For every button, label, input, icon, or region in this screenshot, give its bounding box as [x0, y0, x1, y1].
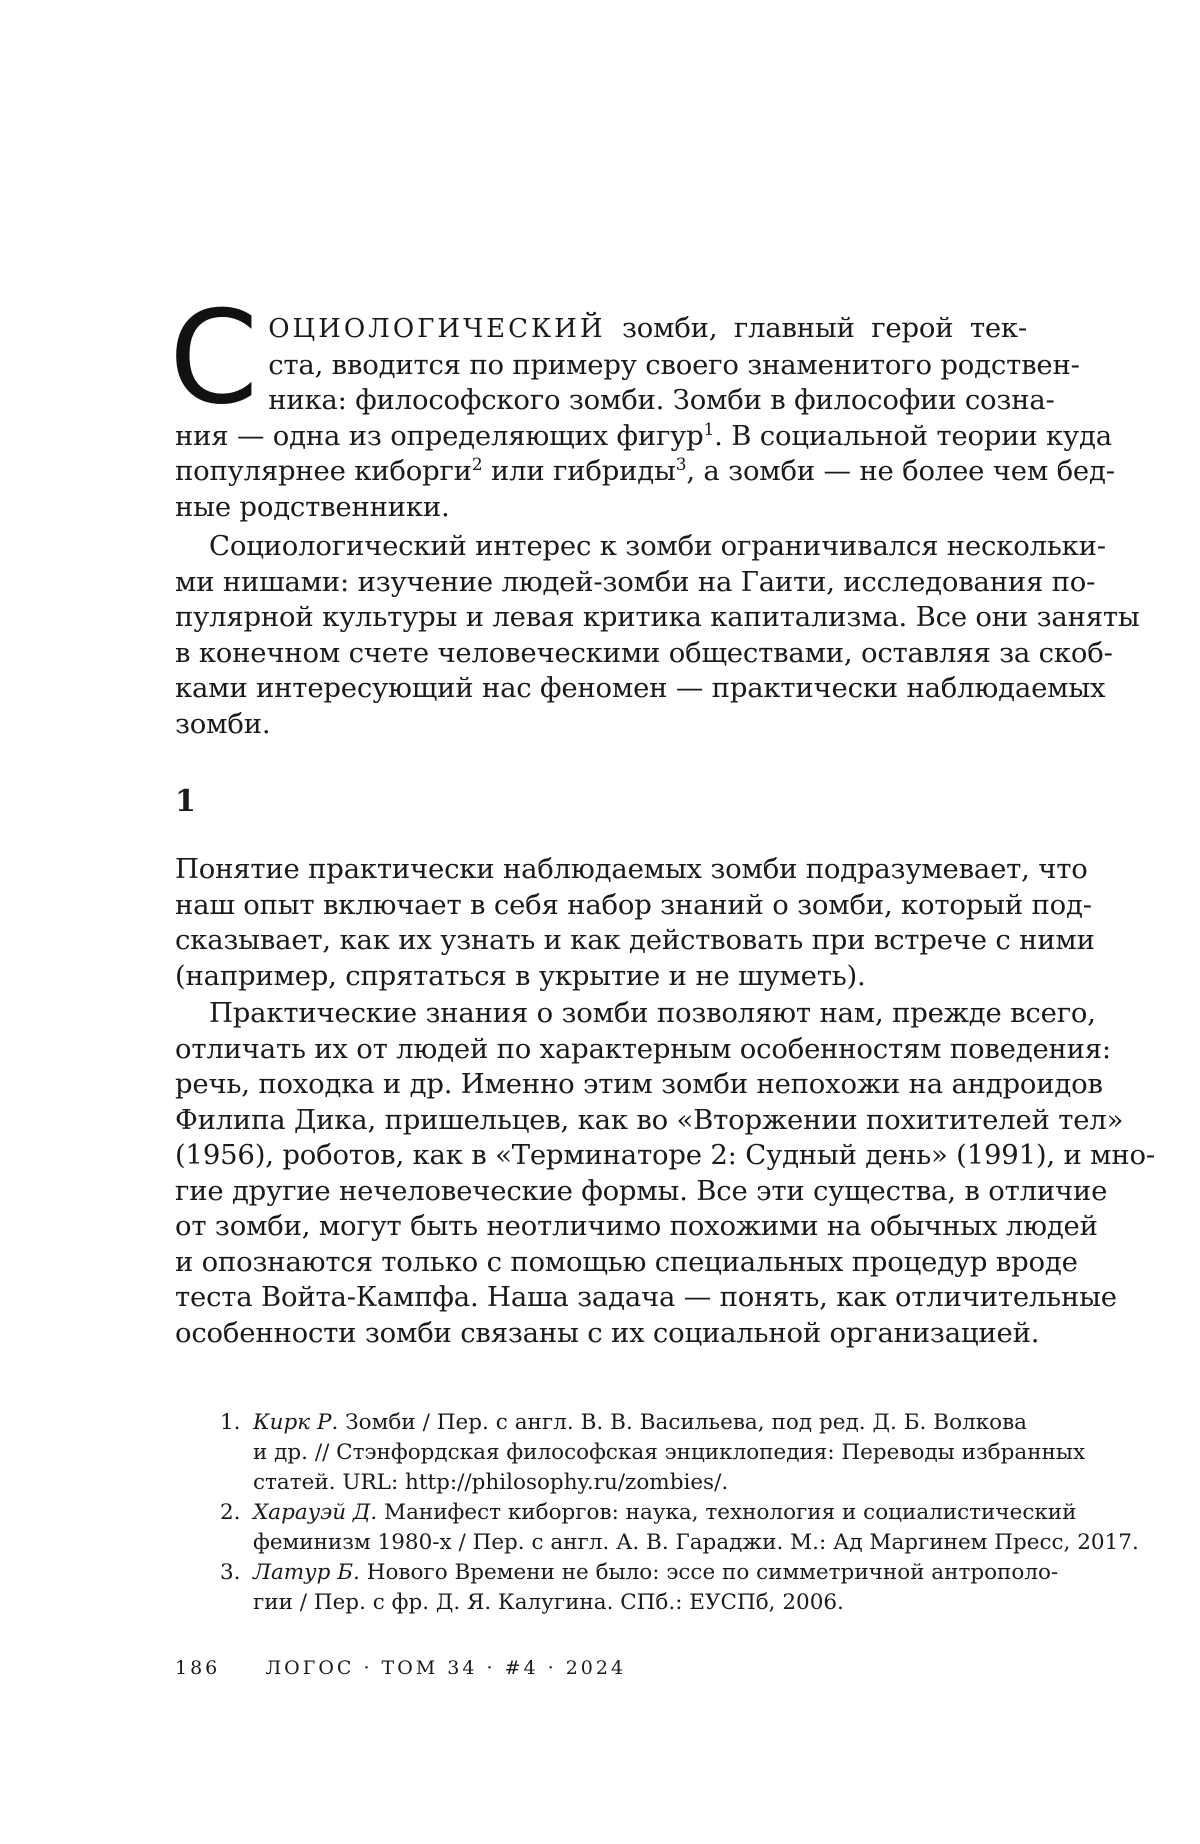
paragraph-2: Социологический интерес к зомби ограничивался нескольки- ми нишами: изучение людей-зомби на Гаити, исследования по- пулярной культуры и левая критика капитализма. Все они заняты в конечном счете человеческими обществами, оставляя за скоб- ками интересующий нас феномен — практически наблюдаемых зомби. — [175, 530, 1140, 740]
footnote-author: Латур Б. — [253, 1560, 360, 1585]
footnote-1: 1. Кирк Р. Зомби / Пер. с англ. В. В. Васильева, под ред. Д. Б. Волкова и др. // Стэнфордская философская энциклопедия: Переводы избранных статей. URL: http://philosophy.ru/zombies/. — [175, 1408, 1027, 1498]
drop-cap: С — [169, 284, 259, 433]
footnotes — [175, 1408, 1139, 1618]
page — [169, 0, 1155, 1844]
footnote-3: 3. Латур Б. Нового Времени не было: эссе по симметричной антрополо- гии / Пер. с фр. Д. Я. Калугина. СПб.: ЕУСПб, 2006. — [220, 1560, 1059, 1615]
paragraph-3: Понятие практически наблюдаемых зомби подразумевает, что наш опыт включает в себя набор знаний о зомби, который под- сказывает, как их узнать и как действовать при встрече с ними (например, спрятаться в укрытие и не шуметь). — [175, 853, 1095, 992]
section-number: 1 — [175, 784, 196, 819]
footnote-author: Харауэй Д. — [253, 1500, 378, 1525]
small-caps-lead: ОЦИОЛОГИЧЕСКИЙ — [268, 314, 606, 344]
paragraph-4: Практические знания о зомби позволяют нам, прежде всего, отличать их от людей по характерным особенностям поведения: речь, походка и др. Именно этим зомби непохожи на андроидов Филипа Дика, пришельцев, как во «Вторжении похитителей тел» (1956), роботов, как в «Терминаторе 2: Судный день» (1991), и мно- гие другие нечеловеческие формы. Все эти существа, в отличие от зомби, могут быть неотличимо похожими на обычных людей и опознаются только с помощью специальных процедур вроде теста Войта-Кампфа. Наша задача — понять, как отличительные особенности зомби связаны с их социальной организацией. — [175, 997, 1155, 1349]
footnote-url[interactable]: статей. URL: http://philosophy.ru/zombies/. — [253, 1470, 729, 1495]
running-footer — [175, 1657, 626, 1679]
page-number: 186 — [175, 1657, 221, 1679]
footnote-author: Кирк Р. — [253, 1410, 339, 1435]
footnote-ref-2[interactable]: 2 — [471, 455, 483, 475]
footnote-ref-1[interactable]: 1 — [703, 419, 715, 440]
journal-title: ЛОГОС · ТОМ 34 · #4 · 2024 — [265, 1657, 627, 1679]
section-body — [175, 852, 1155, 1351]
footnote-2: 2. Харауэй Д. Манифест киборгов: наука, технология и социалистический феминизм 1980-х / Пер. с англ. А. В. Гараджи. М.: Ад Маргинем Пресс, 2017. — [220, 1500, 1139, 1555]
footnote-ref-3[interactable]: 3 — [675, 455, 687, 475]
intro-paragraph: С ОЦИОЛОГИЧЕСКИЙ зомби, главный герой тек- ста, вводится по примеру своего знаменитого родствен- ника: философского зомби. Зомби в философии созна- ния — одна из определяющих фигур$^1$. В социальной теории куда популярнее киборги$^2$ или гибриды$^3$, а зомби — не более чем бед- ные родственники. Социологический интерес к зомби ограничивался нескольки- ми нишами: изучение людей-зомби на Гаити, исследования по- пулярной культуры и левая критика капитализма. Все они заняты в конечном счете человеческими обществами, оставляя за скоб- ками интересующий нас феномен — практически наблюдаемых зомби. — [175, 311, 1027, 742]
